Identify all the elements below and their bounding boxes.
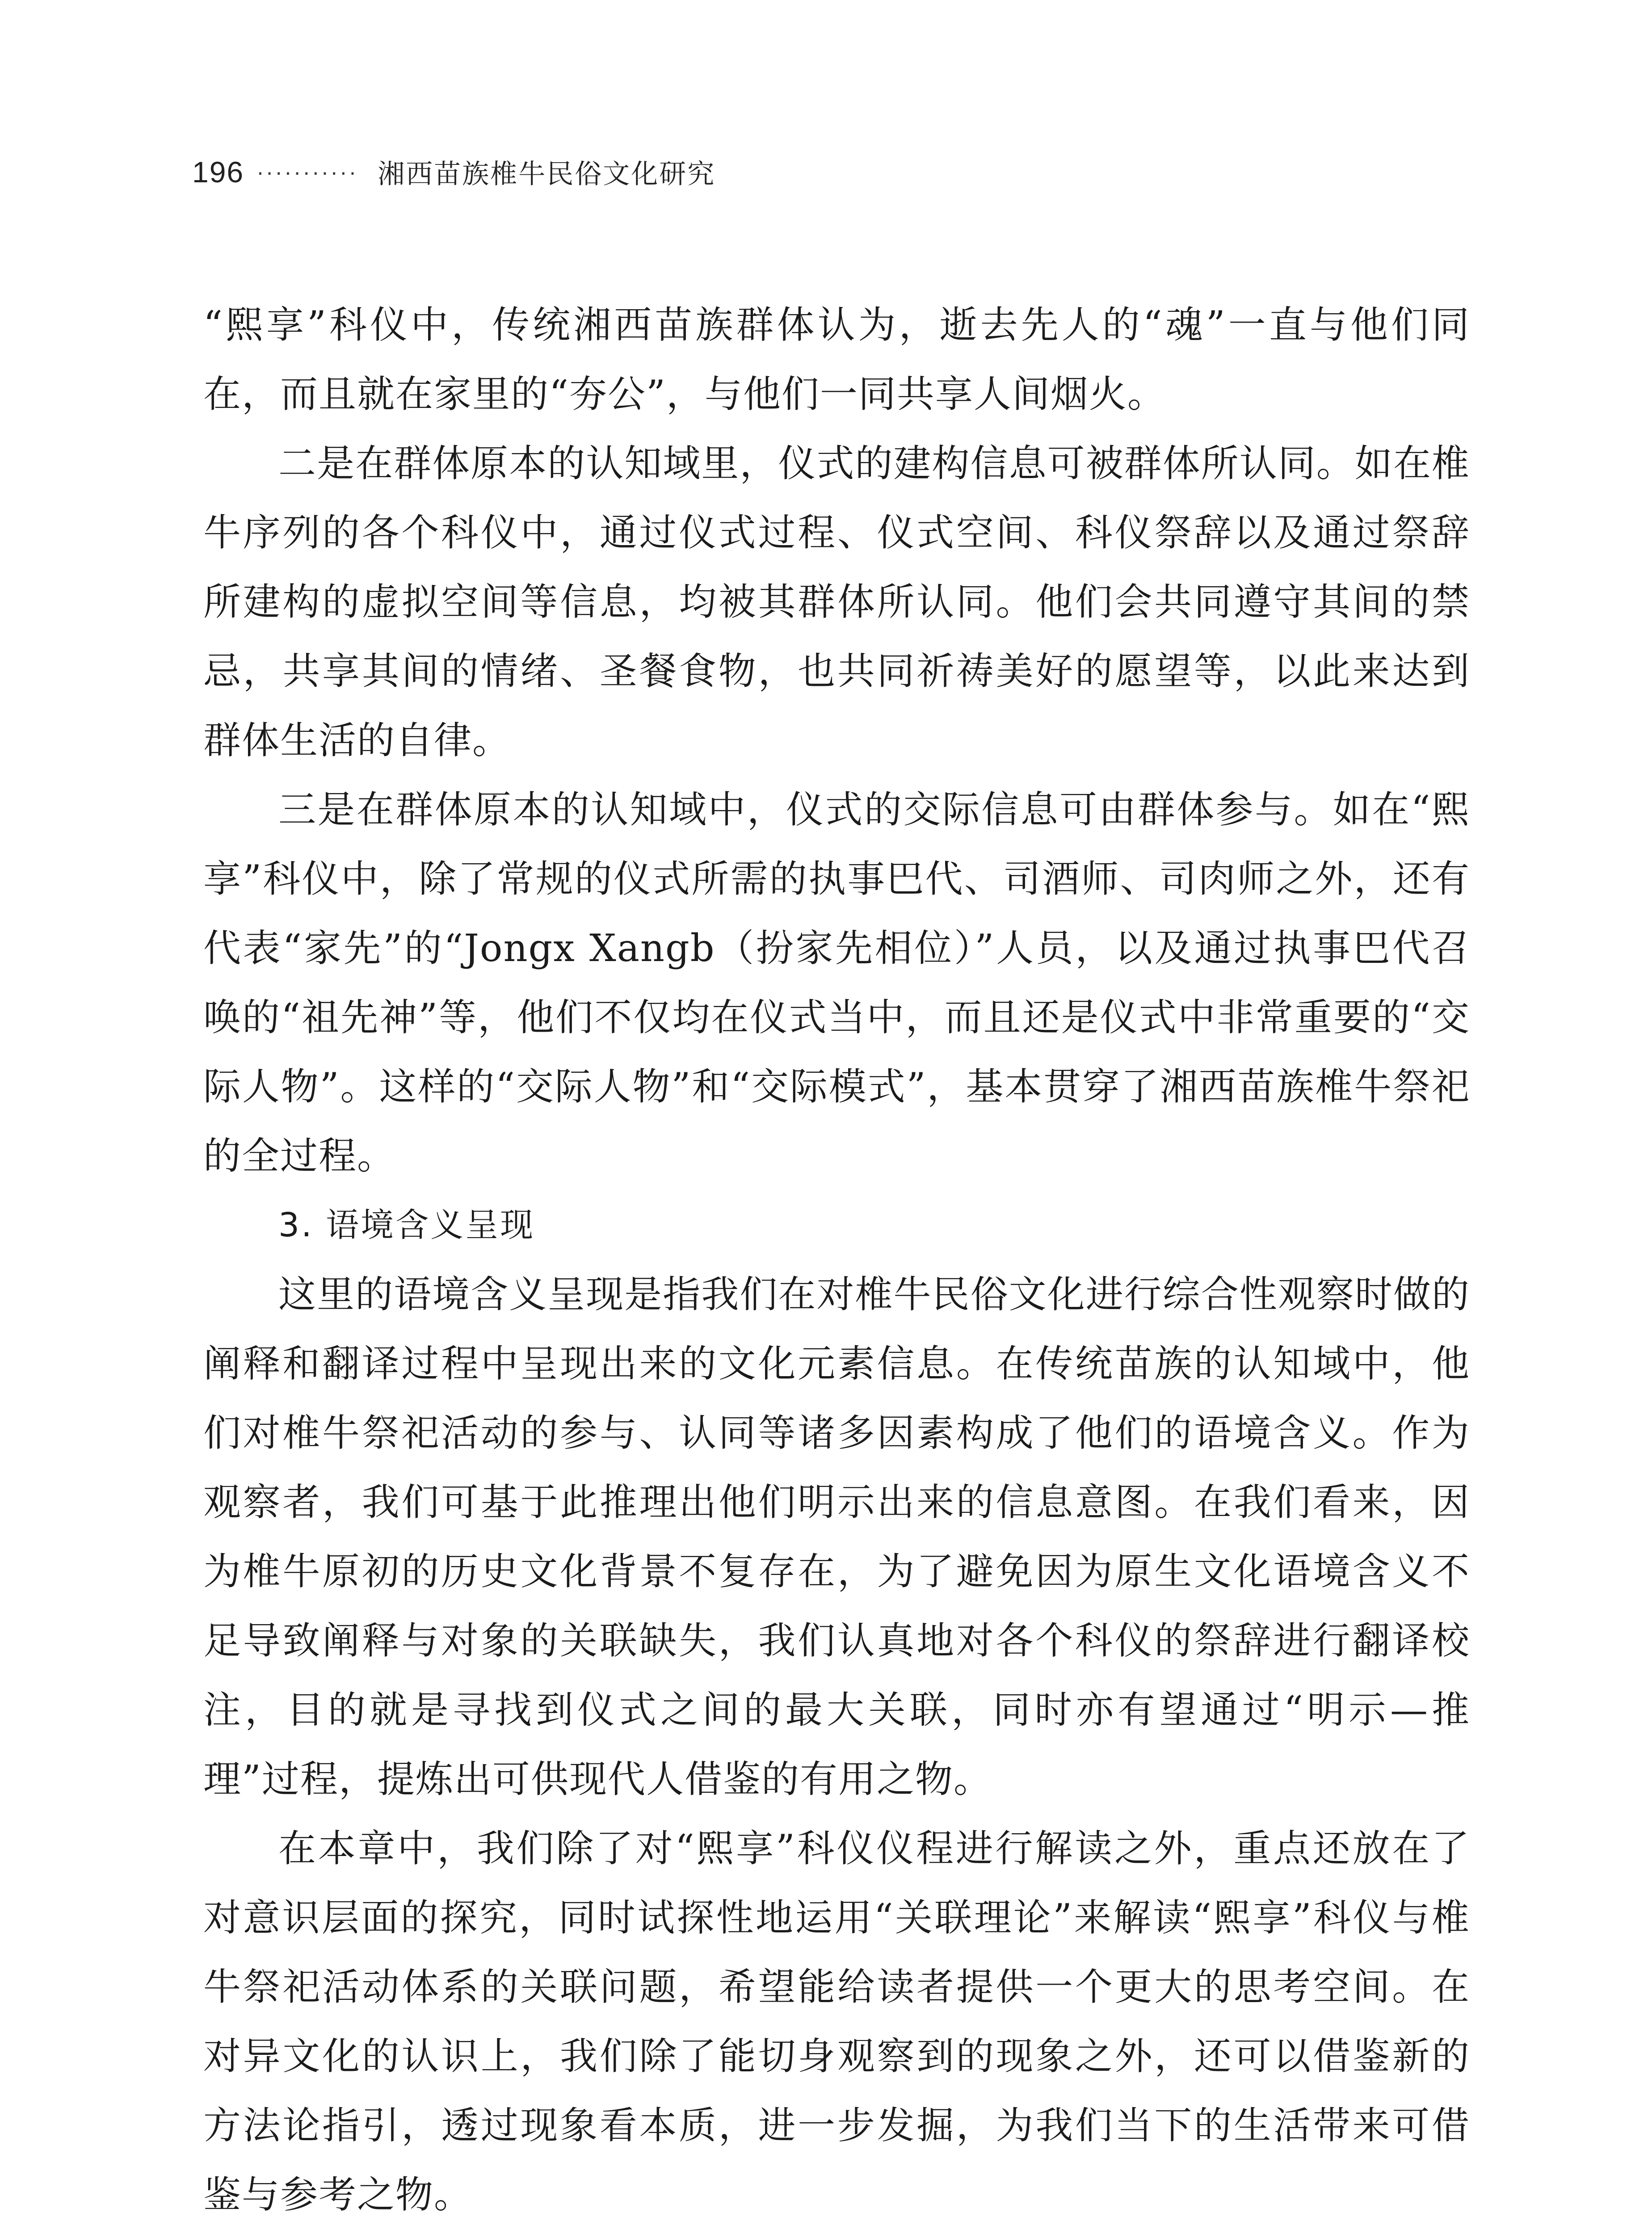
paragraph: 二是在群体原本的认知域里，仪式的建构信息可被群体所认同。如在椎牛序列的各个科仪中，通过仪式过程、仪式空间、科仪祭辞以及通过祭辞所建构的虚拟空间等信息，均被其群体所认同。他们会共同遵守其间的禁忌，共享其间的情绪、圣餐食物，也共同祈祷美好的愿望等，以此来达到群体生活的自律。 xyxy=(203,441,1470,762)
body-text xyxy=(203,290,1470,2230)
header-leader-dots: ··········· xyxy=(256,160,358,185)
paragraph: 这里的语境含义呈现是指我们在对椎牛民俗文化进行综合性观察时做的阐释和翻译过程中呈现出来的文化元素信息。在传统苗族的认知域中，他们对椎牛祭祀活动的参与、认同等诸多因素构成了他们的语境含义。作为观察者，我们可基于此推理出他们明示出来的信息意图。在我们看来，因为椎牛原初的历史文化背景不复存在，为了避免因为原生文化语境含义不足导致阐释与对象的关联缺失，我们认真地对各个科仪的祭辞进行翻译校注，目的就是寻找到仪式之间的最大关联，同时亦有望通过“明示—推理”过程，提炼出可供现代人借鉴的有用之物。 xyxy=(203,1272,1470,1801)
book-title: 湘西苗族椎牛民俗文化研究 xyxy=(378,159,716,190)
paragraph: 在本章中，我们除了对“熙享”科仪仪程进行解读之外，重点还放在了对意识层面的探究，同时试探性地运用“关联理论”来解读“熙享”科仪与椎牛祭祀活动体系的关联问题，希望能给读者提供一个更大的思考空间。在对异文化的认识上，我们除了能切身观察到的现象之外，还可以借鉴新的方法论指引，透过现象看本质，进一步发掘，为我们当下的生活带来可借鉴与参考之物。 xyxy=(203,1827,1470,2217)
section-heading: 3. 语境含义呈现 xyxy=(278,1206,535,1244)
running-header xyxy=(192,147,1488,197)
page-number: 196 xyxy=(192,155,244,189)
paragraph-continued: “熙享”科仪中，传统湘西苗族群体认为，逝去先人的“魂”一直与他们同在，而且就在家里的“夯公”，与他们一同共享人间烟火。 xyxy=(203,303,1470,416)
paragraph: 三是在群体原本的认知域中，仪式的交际信息可由群体参与。如在“熙享”科仪中，除了常规的仪式所需的执事巴代、司酒师、司肉师之外，还有代表“家先”的“Jongx Xangb（扮家先相位）”人员，以及通过执事巴代召唤的“祖先神”等，他们不仅均在仪式当中，而且还是仪式中非常重要的“交际人物”。这样的“交际人物”和“交际模式”，基本贯穿了湘西苗族椎牛祭祀的全过程。 xyxy=(203,788,1470,1178)
